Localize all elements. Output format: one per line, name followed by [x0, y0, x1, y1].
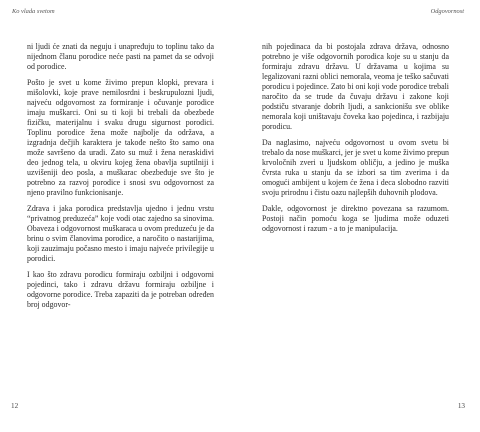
- paragraph: nih pojedinaca da bi postojala zdrava država, odnosno potrebno je više odgovornih porodica koje su u stanju da formiraju zdravu državu. U državama u kojima su legalizovani razni oblici nemorala, veoma je teško sačuvati porodicu i pojedince. Zato bi oni koji vode porodice trebali naročito da se trude da čuvaju državu i zakone koji podstiču stvaranje dobrih ljudi, a sankcionišu sve oblike nemorala koji uništavaju čoveka kao pojedinca, i razbijaju porodicu.: [262, 42, 449, 131]
- paragraph: Da naglasimo, najveću odgovornost u ovom svetu bi trebalo da nose muškarci, jer je svet u kome živimo prepun krvoločnih zveri u ljudskom obličju, a jedino je muška čvrsta ruka u stanju da se izbori sa tim zverima i da omogući ambijent u kojem će žena i deca slobodno razviti svoju prirodnu i čistu oazu najlepših duhovnih plodova.: [262, 138, 449, 197]
- body-text-left: [27, 42, 214, 316]
- paragraph: Zdrava i jaka porodica predstavlja ujedno i jednu vrstu “privatnog preduzeća” koje vodi otac zajedno sa sinovima. Obaveza i odgovornost muškaraca u ovom preduzeću je da brinu o svim članovima porodice, a naročito o nastarijima, koji zauzimaju počasno mesto i imaju najveće privilegije u porodici.: [27, 204, 214, 263]
- body-text-right: [262, 42, 449, 240]
- right-page: [240, 0, 480, 432]
- running-head-left: Ko vlada svetom: [12, 8, 55, 15]
- running-head-right: Odgovornost: [430, 8, 464, 15]
- page-number-left: 12: [11, 402, 19, 410]
- paragraph: Pošto je svet u kome živimo prepun klopki, prevara i mišolovki, koje prave nemilosrdni i beskrupulozni ljudi, najveću odgovornost za formiranje i očuvanje porodice imaju muškarci. Oni su ti koji bi trebali da obezbede fizičku, materijalnu i svaku drugu sigurnost porodici. Toplinu porodice žena može najbolje da održava, a izgradnja dečjih karaktera je takođe nešto što samo ona može savršeno da uradi. Zato su muž i žena neraskidivi deo jednog tela, u okviru kojeg žena obavlja suptilniji i uzvišeniji deo posla, a muškarac obezbeđuje sve što je potrebno za razvoj porodice i snosi svu odgovornost za njeno pravilno funkcionisanje.: [27, 78, 214, 197]
- paragraph: ni ljudi će znati da neguju i unapređuju to toplinu tako da nijednom članu porodice neće pasti na pamet da se odvoji od porodice.: [27, 42, 214, 71]
- page-number-right: 13: [457, 402, 465, 410]
- paragraph: I kao što zdravu porodicu formiraju ozbiljni i odgovorni pojedinci, tako i zdravu državu formiraju ozbiljne i odgovorne porodice. Treba zapaziti da je potreban određen broj odgovor-: [27, 270, 214, 309]
- paragraph: Dakle, odgovornost je direktno povezana sa razumom. Postoji način pomoću koga se ljudima može oduzeti odgovornost i razum - a to je manipulacija.: [262, 204, 449, 233]
